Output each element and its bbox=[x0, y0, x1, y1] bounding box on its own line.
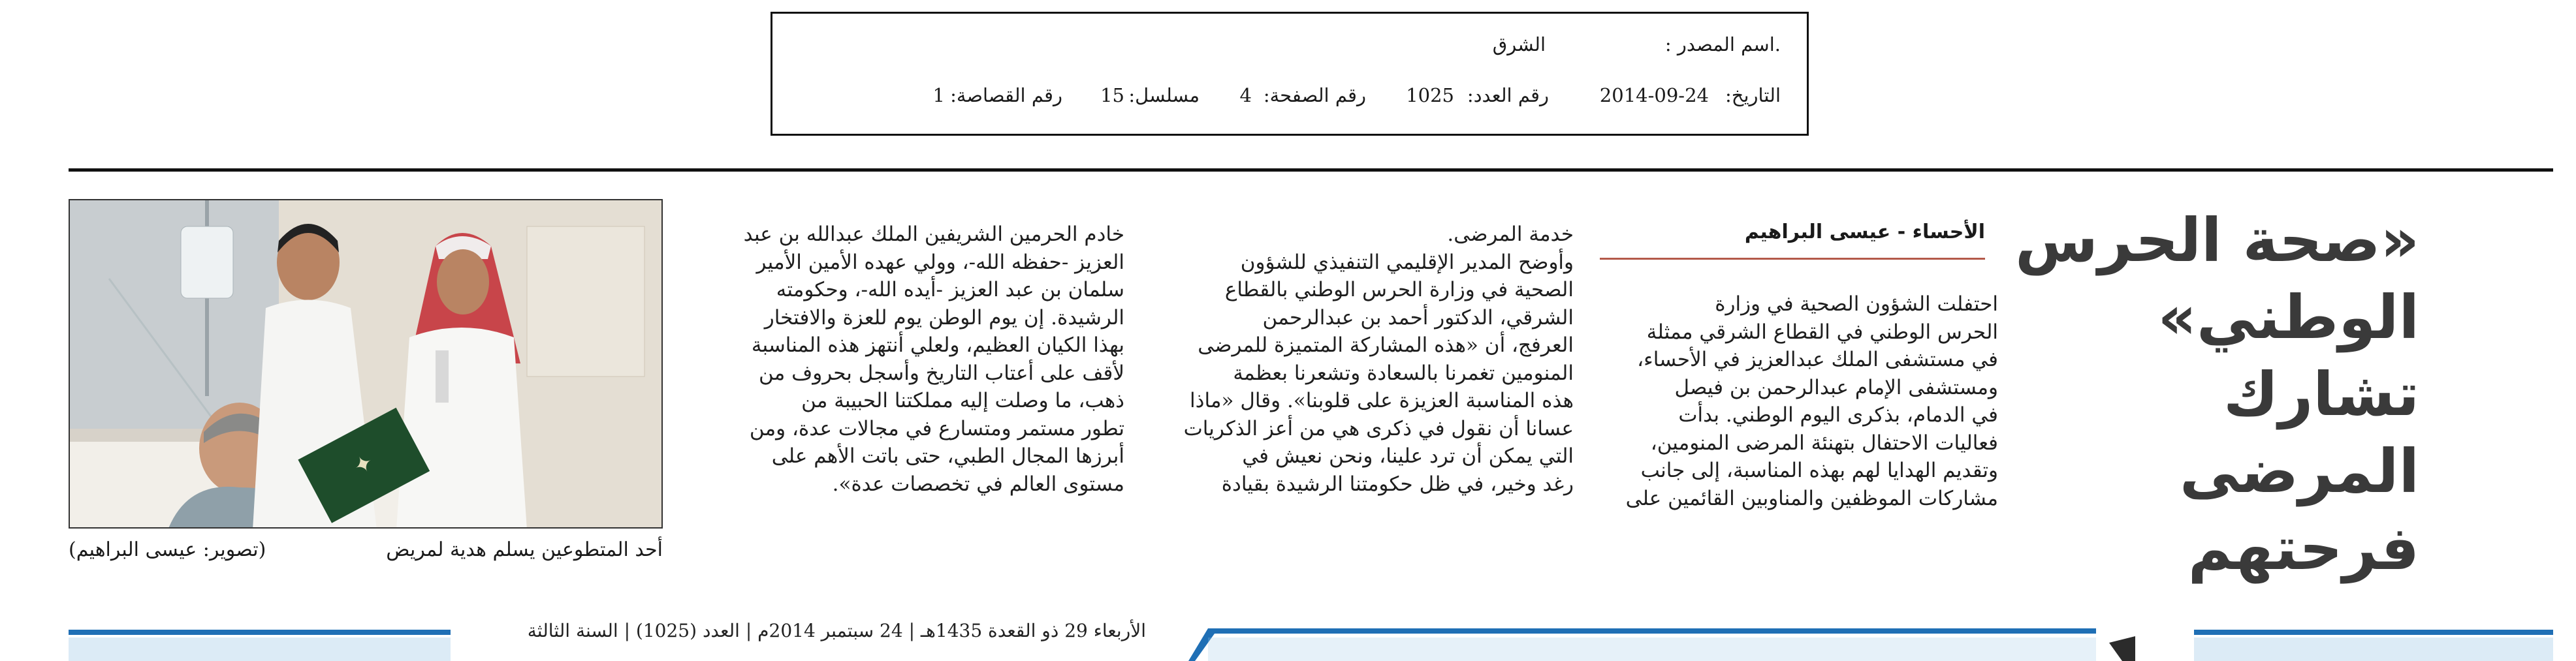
text-line: لأقف على أعتاب التاريخ وأسجل بحروف من bbox=[759, 361, 1124, 385]
source-info-box bbox=[771, 12, 1809, 136]
headline-line: «صحة الحرس bbox=[2014, 206, 2419, 275]
article-headline bbox=[2014, 202, 2419, 587]
text-line: الرشيدة. إن يوم الوطن يوم للعزة والافتخار bbox=[764, 305, 1124, 330]
headline-line: تشارك bbox=[2223, 360, 2419, 429]
text-line: فعاليات الاحتفال بتهنئة المرضى المنومين، bbox=[1650, 431, 1998, 455]
article-column-2 bbox=[1143, 221, 1574, 498]
text-line: العرفج، أن «هذه المشاركة المتميزة للمرضى bbox=[1198, 333, 1574, 357]
text-line: التي يمكن أن ترد علينا، ونحن نعيش في bbox=[1242, 444, 1574, 468]
article-photo bbox=[69, 199, 663, 529]
text-line: مشاركات الموظفين والمناوبين القائمين على bbox=[1625, 486, 1998, 510]
text-line: أبرزها المجال الطبي، حتى باتت الأهم على bbox=[771, 444, 1124, 468]
text-line: بهذا الكيان العظيم، ولعلي أنتهز هذه المناسبة bbox=[751, 333, 1124, 357]
page-value: 4 bbox=[1239, 84, 1252, 106]
text-line: احتفلت الشؤون الصحية في وزارة bbox=[1715, 292, 1998, 316]
byline: الأحساء - عيسى البراهيم bbox=[1744, 221, 1985, 243]
headline-line: فرحتهم bbox=[2187, 514, 2419, 583]
text-line: سلمان بن عبد العزيز -أيده الله-، وحكومته bbox=[776, 278, 1124, 301]
headline-line: الوطني» bbox=[2157, 283, 2419, 352]
clipping-label: رقم القصاصة: bbox=[950, 84, 1062, 106]
text-line: هذه المناسبة العزيزة على قلوبنا». وقال «ماذا bbox=[1190, 389, 1574, 412]
header-rule bbox=[69, 168, 2553, 172]
article-column-1 bbox=[1593, 290, 1998, 512]
text-line: تطور مستمر ومتسارع في مجالات عدة، ومن bbox=[749, 416, 1124, 440]
issue-label: رقم العدد: bbox=[1467, 84, 1549, 106]
page-label: رقم الصفحة: bbox=[1263, 84, 1366, 106]
photo-credit: (تصوير: عيسى البراهيم) bbox=[69, 538, 266, 561]
text-line: في الدمام، بذكرى اليوم الوطني. بدأت bbox=[1678, 403, 1998, 427]
text-line: وتقديم الهدايا لهم بهذه المناسبة، إلى جانب bbox=[1640, 459, 1998, 482]
text-line: في مستشفى الملك عبدالعزيز في الأحساء، bbox=[1637, 348, 1998, 371]
serial-label: مسلسل: bbox=[1128, 84, 1200, 106]
source-value: الشرق bbox=[1492, 33, 1546, 55]
source-label: .اسم المصدر : bbox=[1664, 33, 1781, 55]
text-line: المنومين تغمرنا بالسعادة وتشعرنا بعظمة bbox=[1233, 361, 1574, 385]
text-line: الصحية في وزارة الحرس الوطني بالقطاع bbox=[1224, 278, 1574, 301]
byline-rule bbox=[1600, 258, 1985, 260]
hospital-scene-image bbox=[70, 200, 663, 529]
text-line: خادم الحرمين الشريفين الملك عبدالله بن عبد bbox=[743, 223, 1124, 246]
issue-value: 1025 bbox=[1406, 84, 1454, 106]
text-line: ومستشفى الإمام عبدالرحمن بن فيصل bbox=[1674, 375, 1998, 399]
text-line: مستوى العالم في تخصصات عدة». bbox=[832, 472, 1124, 496]
text-line: وأوضح المدير الإقليمي التنفيذي للشؤون bbox=[1240, 250, 1574, 274]
svg-text:✦: ✦ bbox=[349, 448, 378, 481]
photo-caption: أحد المتطوعين يسلم هدية لمريض bbox=[386, 538, 663, 561]
text-line: عسانا أن نقول في ذكرى هي من أعز الذكريات bbox=[1183, 416, 1574, 440]
article-column-3 bbox=[700, 221, 1124, 498]
text-line: خدمة المرضى. bbox=[1447, 223, 1574, 246]
text-line: رغد وخير، في ظل حكومتنا الرشيدة بقيادة bbox=[1221, 472, 1574, 496]
clipping-value: 1 bbox=[932, 84, 945, 106]
issue-info: الأربعاء 29 ذو القعدة 1435هـ | 24 سبتمبر 2014م | العدد (1025) | السنة الثالثة bbox=[527, 620, 1146, 641]
date-label: التاريخ: bbox=[1725, 84, 1781, 106]
headline-line: المرضى bbox=[2180, 437, 2419, 506]
text-line: الشرقي، الدكتور أحمد بن عبدالرحمن bbox=[1262, 305, 1574, 330]
date-value: 2014-09-24 bbox=[1599, 84, 1709, 106]
text-line: العزيز -حفظه الله-، وولي عهده الأمين الأمير bbox=[756, 250, 1124, 274]
serial-value: 15 bbox=[1100, 84, 1124, 106]
footer-bands bbox=[0, 623, 2576, 661]
text-line: الحرس الوطني في القطاع الشرقي ممثلة bbox=[1646, 320, 1998, 344]
text-line: ذهب، ما وصلت إليه مملكتنا الحبيبة من bbox=[801, 389, 1124, 412]
